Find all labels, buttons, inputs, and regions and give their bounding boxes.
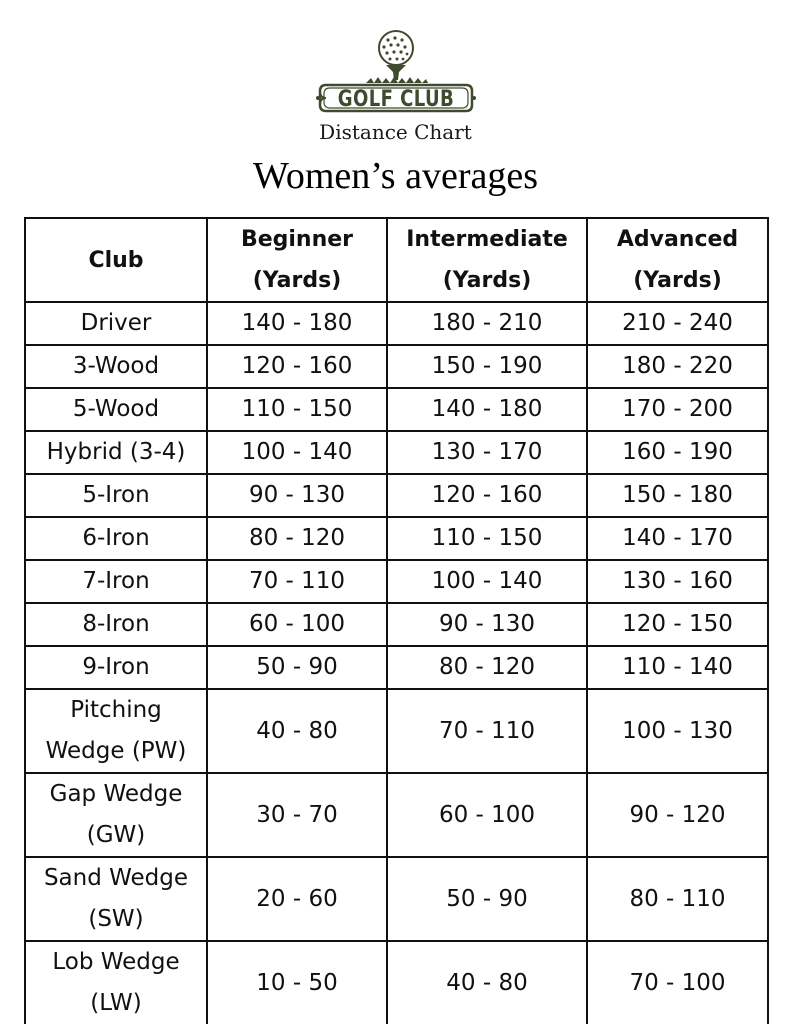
table-row [25, 302, 768, 345]
table-row [25, 689, 768, 773]
intermediate-distance-cell: 150 - 190 [387, 345, 587, 388]
club-cell: Sand Wedge (SW) [25, 857, 207, 941]
table-row [25, 941, 768, 1024]
intermediate-distance-cell: 130 - 170 [387, 431, 587, 474]
intermediate-distance-cell: 100 - 140 [387, 560, 587, 603]
club-cell: Hybrid (3-4) [25, 431, 207, 474]
beginner-distance-cell: 40 - 80 [207, 689, 387, 773]
header-intermediate: Intermediate (Yards) [387, 218, 587, 302]
advanced-distance-cell: 130 - 160 [587, 560, 768, 603]
beginner-distance-cell: 20 - 60 [207, 857, 387, 941]
beginner-distance-cell: 30 - 70 [207, 773, 387, 857]
advanced-distance-cell: 150 - 180 [587, 474, 768, 517]
distance-table [24, 217, 769, 1024]
advanced-distance-cell: 140 - 170 [587, 517, 768, 560]
intermediate-distance-cell: 180 - 210 [387, 302, 587, 345]
club-cell: Pitching Wedge (PW) [25, 689, 207, 773]
header-beginner: Beginner (Yards) [207, 218, 387, 302]
club-cell: 5-Wood [25, 388, 207, 431]
intermediate-distance-cell: 80 - 120 [387, 646, 587, 689]
advanced-distance-cell: 90 - 120 [587, 773, 768, 857]
club-cell: 9-Iron [25, 646, 207, 689]
intermediate-distance-cell: 110 - 150 [387, 517, 587, 560]
table-row [25, 773, 768, 857]
club-cell: Lob Wedge (LW) [25, 941, 207, 1024]
page-title: Women’s averages [253, 155, 538, 197]
table-row [25, 603, 768, 646]
club-cell: Driver [25, 302, 207, 345]
beginner-distance-cell: 90 - 130 [207, 474, 387, 517]
intermediate-distance-cell: 60 - 100 [387, 773, 587, 857]
golf-club-logo [0, 28, 791, 152]
logo-brand-text: GOLF CLUB [337, 86, 455, 112]
intermediate-distance-cell: 140 - 180 [387, 388, 587, 431]
header-club: Club [25, 218, 207, 302]
beginner-distance-cell: 80 - 120 [207, 517, 387, 560]
advanced-distance-cell: 120 - 150 [587, 603, 768, 646]
beginner-distance-cell: 70 - 110 [207, 560, 387, 603]
club-cell: 5-Iron [25, 474, 207, 517]
logo-subtitle: Distance Chart [319, 120, 472, 144]
intermediate-distance-cell: 50 - 90 [387, 857, 587, 941]
table-row [25, 517, 768, 560]
beginner-distance-cell: 140 - 180 [207, 302, 387, 345]
club-cell: 8-Iron [25, 603, 207, 646]
advanced-distance-cell: 160 - 190 [587, 431, 768, 474]
table-body [25, 302, 768, 1024]
club-cell: Gap Wedge (GW) [25, 773, 207, 857]
intermediate-distance-cell: 120 - 160 [387, 474, 587, 517]
intermediate-distance-cell: 90 - 130 [387, 603, 587, 646]
table-row [25, 646, 768, 689]
beginner-distance-cell: 50 - 90 [207, 646, 387, 689]
intermediate-distance-cell: 40 - 80 [387, 941, 587, 1024]
advanced-distance-cell: 170 - 200 [587, 388, 768, 431]
table-row [25, 474, 768, 517]
advanced-distance-cell: 210 - 240 [587, 302, 768, 345]
beginner-distance-cell: 110 - 150 [207, 388, 387, 431]
table-row [25, 857, 768, 941]
intermediate-distance-cell: 70 - 110 [387, 689, 587, 773]
club-cell: 3-Wood [25, 345, 207, 388]
advanced-distance-cell: 180 - 220 [587, 345, 768, 388]
table-row [25, 431, 768, 474]
advanced-distance-cell: 70 - 100 [587, 941, 768, 1024]
club-cell: 7-Iron [25, 560, 207, 603]
table-row [25, 345, 768, 388]
beginner-distance-cell: 100 - 140 [207, 431, 387, 474]
table-header-row [25, 218, 768, 302]
beginner-distance-cell: 60 - 100 [207, 603, 387, 646]
table-row [25, 388, 768, 431]
table-row [25, 560, 768, 603]
beginner-distance-cell: 120 - 160 [207, 345, 387, 388]
advanced-distance-cell: 110 - 140 [587, 646, 768, 689]
header-advanced: Advanced (Yards) [587, 218, 768, 302]
advanced-distance-cell: 80 - 110 [587, 857, 768, 941]
club-cell: 6-Iron [25, 517, 207, 560]
beginner-distance-cell: 10 - 50 [207, 941, 387, 1024]
advanced-distance-cell: 100 - 130 [587, 689, 768, 773]
